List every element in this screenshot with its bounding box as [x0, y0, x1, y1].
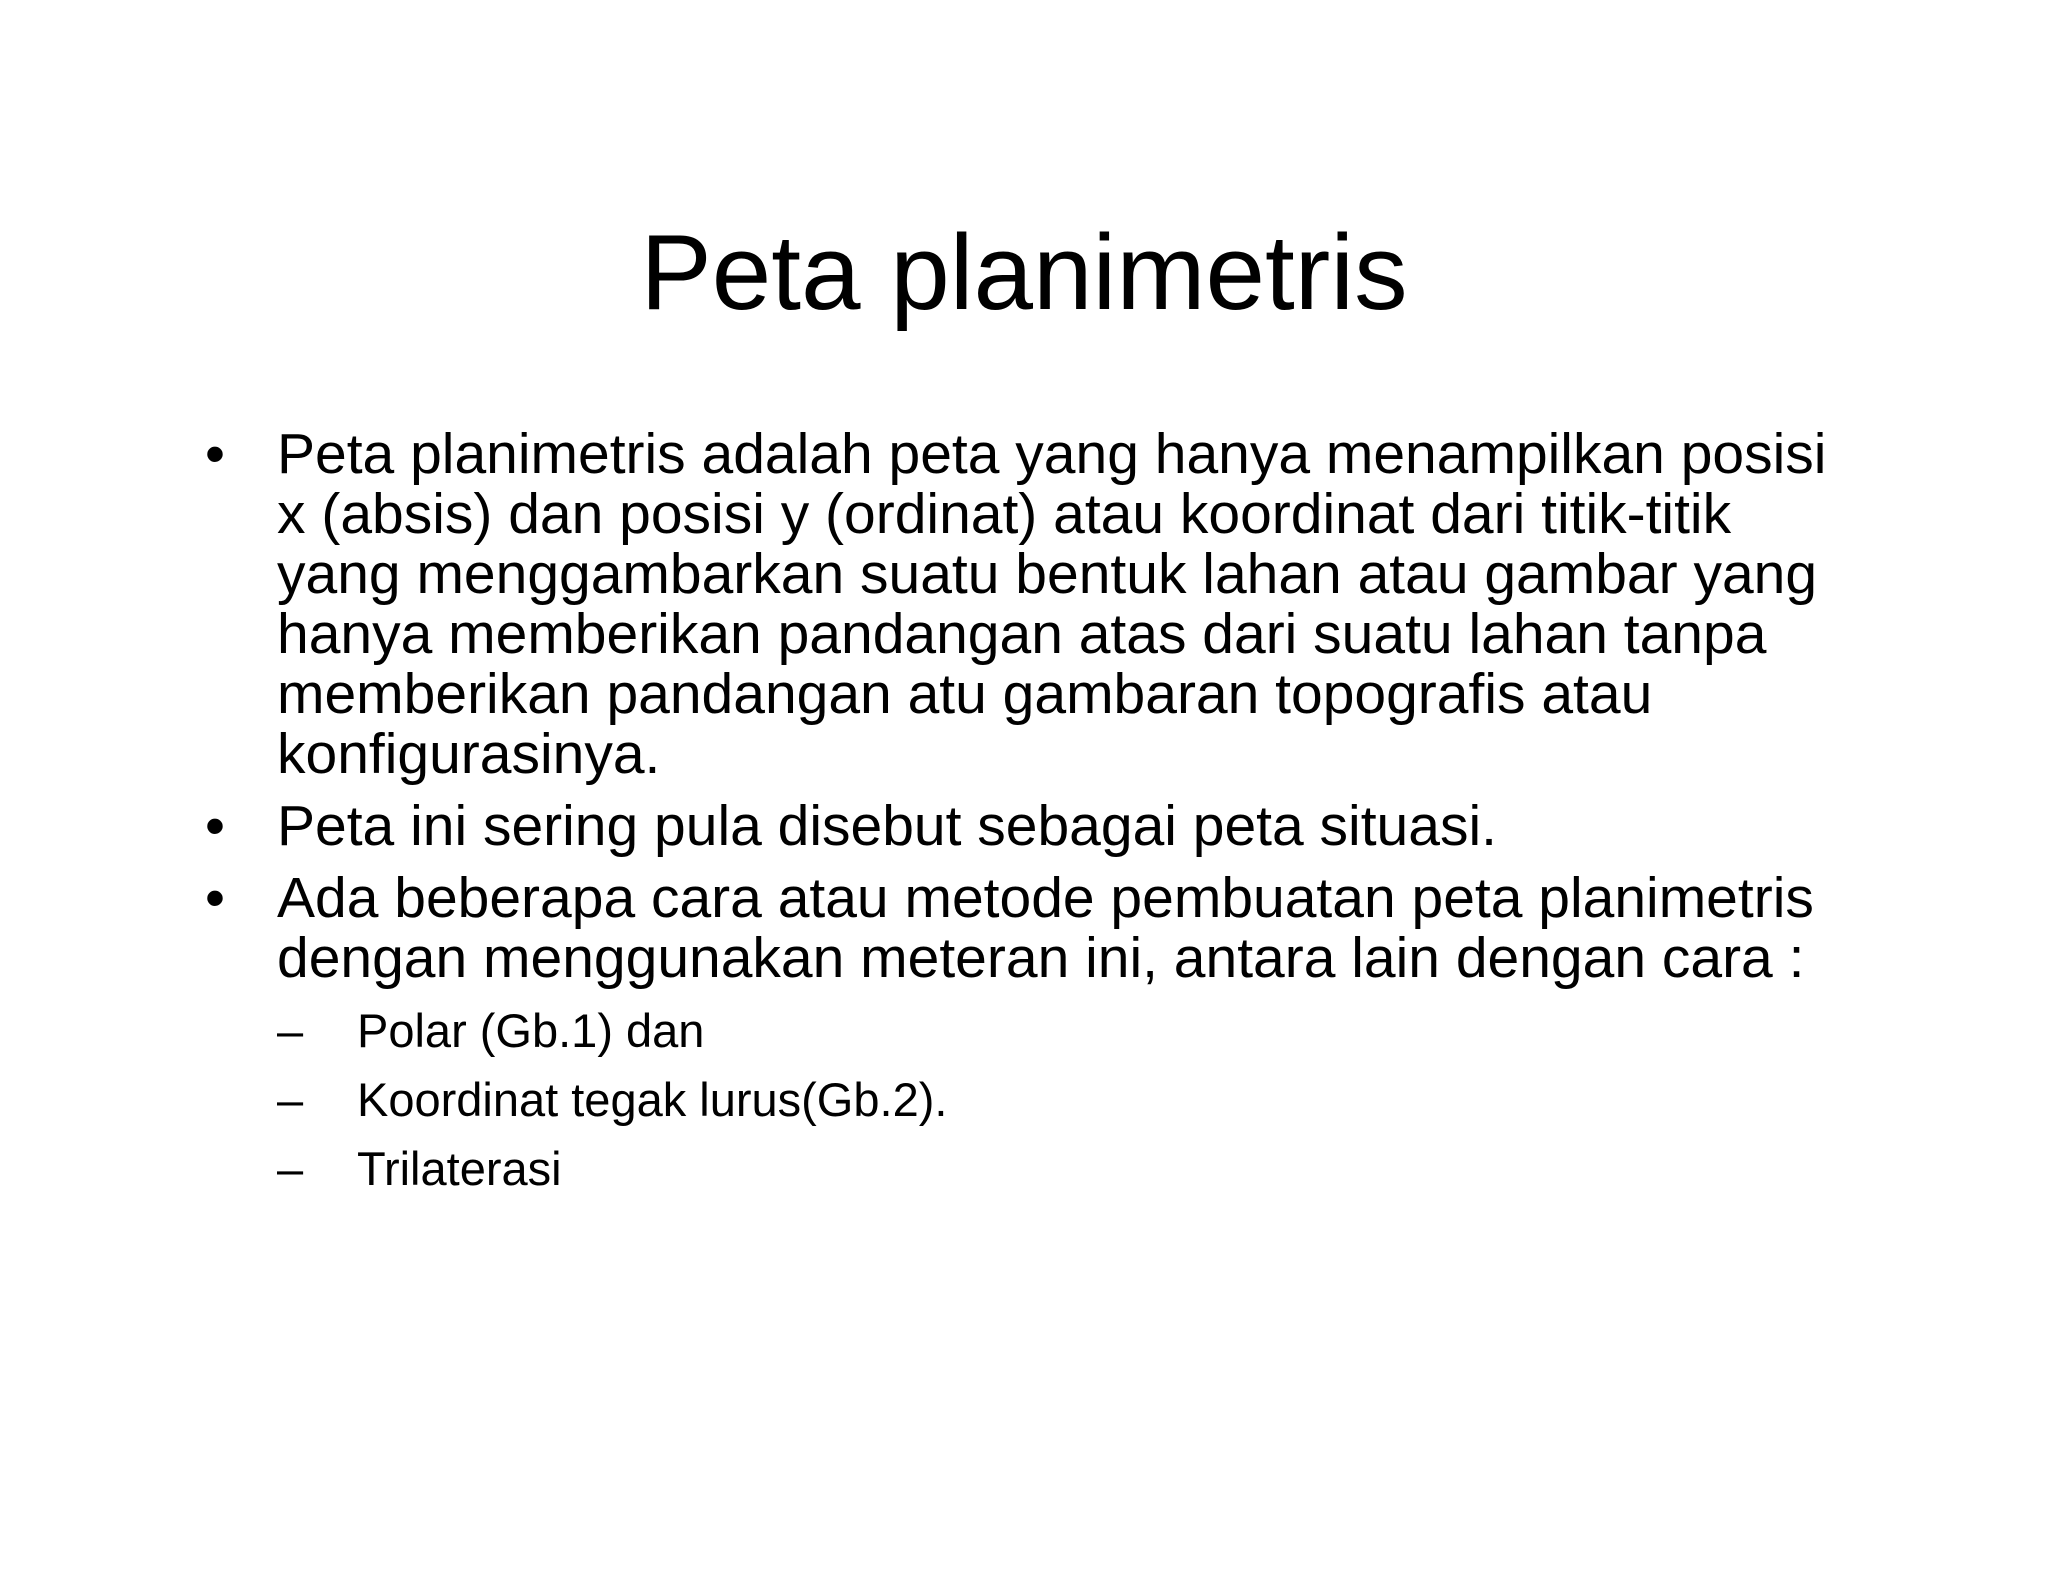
bullet-text: Peta planimetris adalah peta yang hanya menampilkan posisi x (absis) dan posisi y (ordinat) atau koordinat dari titik-titik yang menggambarkan suatu bentuk lahan atau gambar yang hanya memberikan pandangan atas dari suatu lahan tanpa memberikan pandangan atu gambaran topografis atau konfigurasinya. — [277, 422, 1827, 786]
method-sub-list — [277, 1002, 1845, 1198]
dash-icon: – — [277, 1073, 304, 1126]
slide-title: Peta planimetris — [640, 212, 1408, 332]
bullet-icon: • — [205, 866, 225, 930]
bullet-text: Ada beberapa cara atau metode pembuatan peta planimetris dengan menggunakan meteran ini, antara lain dengan cara : — [277, 866, 1814, 990]
sub-item-koordinat — [277, 1071, 1845, 1129]
dash-icon: – — [277, 1142, 304, 1195]
sub-item-text: Trilaterasi — [357, 1142, 562, 1195]
bullet-icon: • — [205, 422, 225, 486]
sub-item-text: Polar (Gb.1) dan — [357, 1004, 705, 1057]
dash-icon: – — [277, 1004, 304, 1057]
bullet-text: Peta ini sering pula disebut sebagai peta situasi. — [277, 794, 1497, 858]
bullet-list — [205, 424, 1845, 1210]
sub-item-trilaterasi — [277, 1140, 1845, 1198]
bullet-item-definition — [205, 424, 1845, 784]
bullet-item-alias — [205, 796, 1845, 856]
sub-item-polar — [277, 1002, 1845, 1060]
bullet-item-methods — [205, 868, 1845, 1198]
sub-item-text: Koordinat tegak lurus(Gb.2). — [357, 1073, 948, 1126]
bullet-icon: • — [205, 794, 225, 858]
